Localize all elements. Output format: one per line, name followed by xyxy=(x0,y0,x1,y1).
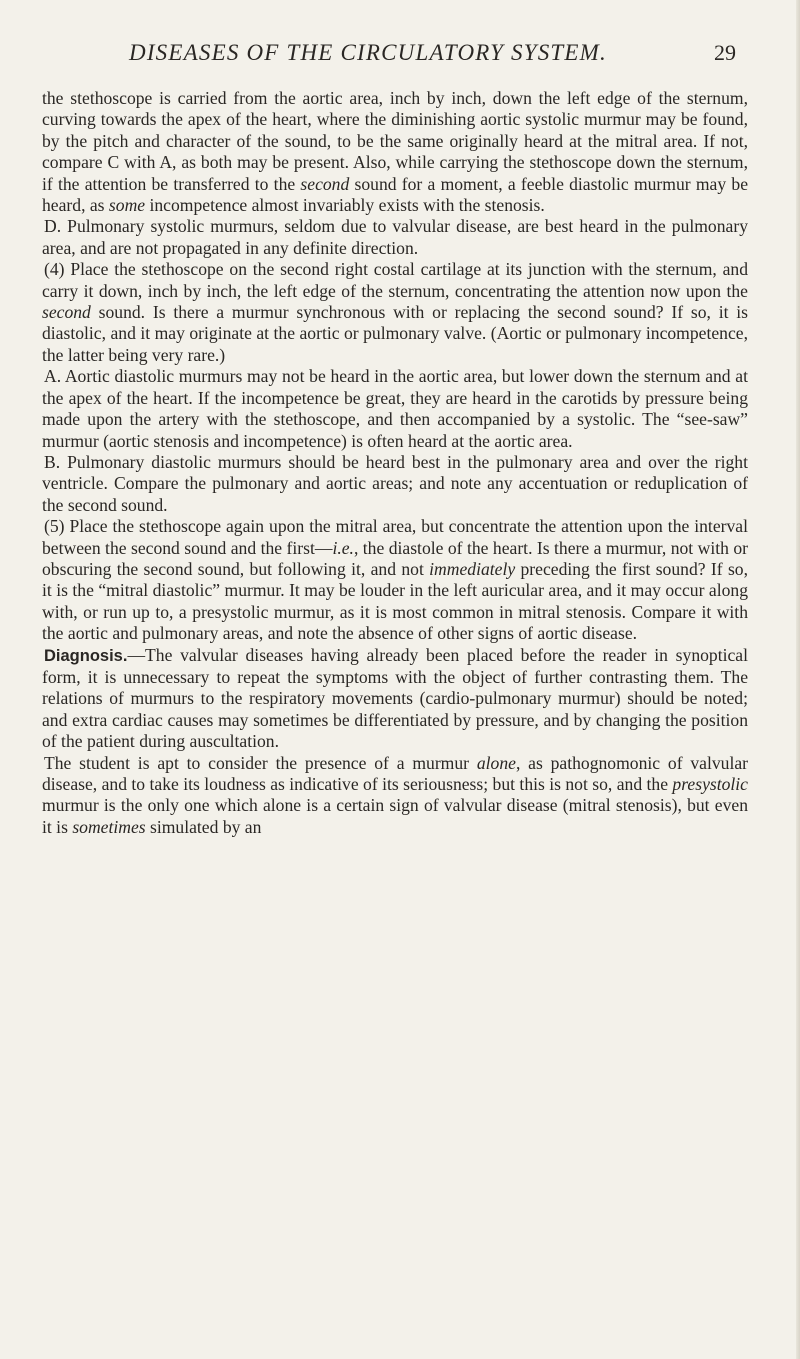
text-run: preceding the first sound? If so, it is the “mitral diastolic” murmur. It may be louder in the left auricular area, and it may occur along with, or run up to, a presystolic murmur, as it is most common in mitral stenosis. Compare it with the aortic and pulmonary areas, and note the absence of other signs of aortic disease. xyxy=(42,558,748,644)
paragraph-step-5 xyxy=(42,516,748,644)
text-run: sound. Is there a murmur synchronous with or replacing the second sound? If so, it is diastolic, and it may originate at the aortic or pulmonary valve. (Aortic or pulmonary incompetence, the latter being very rare.) xyxy=(42,302,748,365)
italic-text: i.e. xyxy=(332,537,354,558)
italic-text: some xyxy=(108,195,146,216)
page-header xyxy=(88,40,736,80)
section-label: Diagnosis. xyxy=(44,646,128,665)
text-run: , as pathognomonic of valvular disease, and to take its loudness as indicative of its seriousness; but this is not so, and the xyxy=(42,752,749,794)
text-run: simulated by an xyxy=(145,816,262,837)
paragraph-diagnosis xyxy=(42,645,748,753)
text-run: sound for a moment, a feeble diastolic murmur may be heard, as xyxy=(42,173,748,216)
page-edge-shadow xyxy=(796,0,800,1359)
text-run: B. Pulmonary diastolic murmurs should be heard best in the pulmonary area and over the right ventricle. Compare the pulmonary and aortic areas; and note any accentuation or reduplication of the second sound. xyxy=(42,451,748,515)
text-run: A. Aortic diastolic murmurs may not be heard in the aortic area, but lower down the sternum and at the apex of the heart. If the incompetence be great, they are heard in the carotids by pressure being made upon the artery with the stethoscope, and then accompanied by a systolic. The “see-saw” murmur (aortic stenosis and incompetence) is often heard at the aortic area. xyxy=(42,366,748,451)
page-number: 29 xyxy=(714,40,736,65)
paragraph-student-note xyxy=(42,753,748,839)
text-run: , the diastole of the heart. Is there a murmur, not with or obscuring the second sound, but following it, and not xyxy=(42,537,748,579)
italic-text: sometimes xyxy=(72,816,146,837)
paragraph-aortic-diastolic xyxy=(42,366,748,452)
paragraph-aortic-stenosis-continued xyxy=(42,88,748,216)
text-run: incompetence almost invariably exists with the stenosis. xyxy=(145,195,545,216)
paragraph-step-4 xyxy=(42,259,748,366)
text-run: The student is apt to consider the presence of a murmur xyxy=(44,752,477,773)
paragraph-pulmonary-systolic xyxy=(42,216,748,259)
paragraph-pulmonary-diastolic xyxy=(42,452,748,516)
running-head: DISEASES OF THE CIRCULATORY SYSTEM. xyxy=(129,40,607,65)
italic-text: second xyxy=(42,302,91,323)
text-run: the stethoscope is carried from the aortic area, inch by inch, down the left edge of the sternum, curving towards the apex of the heart, where the diminishing aortic systolic murmur may be found, by the pitch and character of the sound, to be the same originally heard at the mitral area. If not, compare C with A, as both may be present. Also, while carrying the stethoscope down the sternum, if the attention be transferred to the xyxy=(42,88,748,194)
text-run: (5) Place the stethoscope again upon the mitral area, but concentrate the attention upon the interval between the second sound and the first— xyxy=(42,516,748,558)
text-run: —The valvular diseases having already been placed before the reader in synoptical form, it is unnecessary to repeat the symptoms with the object of further contrasting them. The relations of murmurs to the respiratory movements (cardio-pulmonary murmur) should be noted; and extra cardiac causes may sometimes be differentiated by pressure, and by changing the position of the patient during auscultation. xyxy=(42,644,748,752)
text-run: murmur is the only one which alone is a certain sign of valvular disease (mitral stenosis), but even it is xyxy=(42,795,748,837)
italic-text: immediately xyxy=(429,558,516,579)
body-text xyxy=(42,88,748,838)
text-run: (4) Place the stethoscope on the second right costal cartilage at its junction with the sternum, and carry it down, inch by inch, the left edge of the sternum, concentrating the attention now upon the xyxy=(42,259,748,301)
italic-text: presystolic xyxy=(672,774,748,794)
text-run: D. Pulmonary systolic murmurs, seldom due to valvular disease, are best heard in the pulmonary area, and are not propagated in any definite direction. xyxy=(42,216,748,258)
italic-text: alone xyxy=(476,752,516,773)
italic-text: second xyxy=(300,173,350,194)
